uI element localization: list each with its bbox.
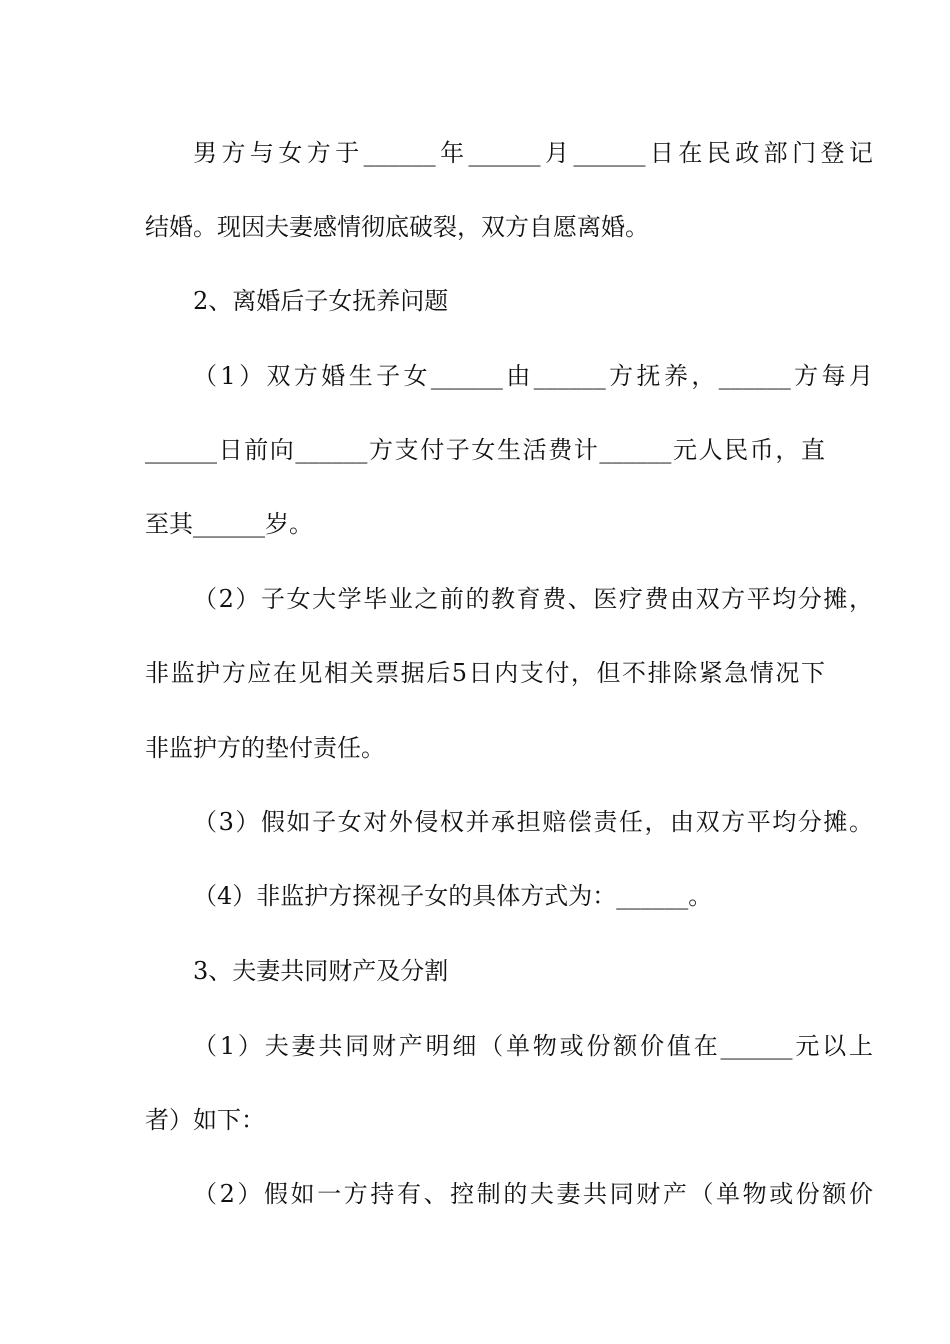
paragraph-line-2: 结婚。现因夫妻感情彻底破裂，双方自愿离婚。 [145, 213, 649, 241]
section-heading-2: 2、离婚后子女抚养问题 [193, 287, 449, 315]
section-heading-3: 3、夫妻共同财产及分割 [193, 957, 449, 985]
paragraph-line-10: （3）假如子女对外侵权并承担赔偿责任，由双方平均分摊。 [193, 808, 873, 836]
paragraph-line-7: （2）子女大学毕业之前的教育费、医疗费由双方平均分摊， [193, 585, 873, 613]
paragraph-line-6: 至其______岁。 [145, 510, 313, 538]
paragraph-line-8: 非监护方应在见相关票据后5日内支付，但不排除紧急情况下 [145, 659, 825, 687]
paragraph-line-4: （1）双方婚生子女______由______方抚养，______方每月 [193, 362, 873, 390]
paragraph-line-13: （1）夫妻共同财产明细（单物或份额价值在______元以上 [193, 1032, 873, 1060]
paragraph-line-1: 男方与女方于______年______月______日在民政部门登记 [193, 139, 873, 167]
paragraph-line-9: 非监护方的垫付责任。 [145, 734, 385, 762]
paragraph-line-11: （4）非监护方探视子女的具体方式为：______。 [193, 882, 713, 910]
paragraph-line-5: ______日前向______方支付子女生活费计______元人民币，直 [145, 436, 825, 464]
paragraph-line-14: 者）如下： [145, 1106, 265, 1134]
paragraph-line-15: （2）假如一方持有、控制的夫妻共同财产（单物或份额价 [193, 1180, 873, 1208]
